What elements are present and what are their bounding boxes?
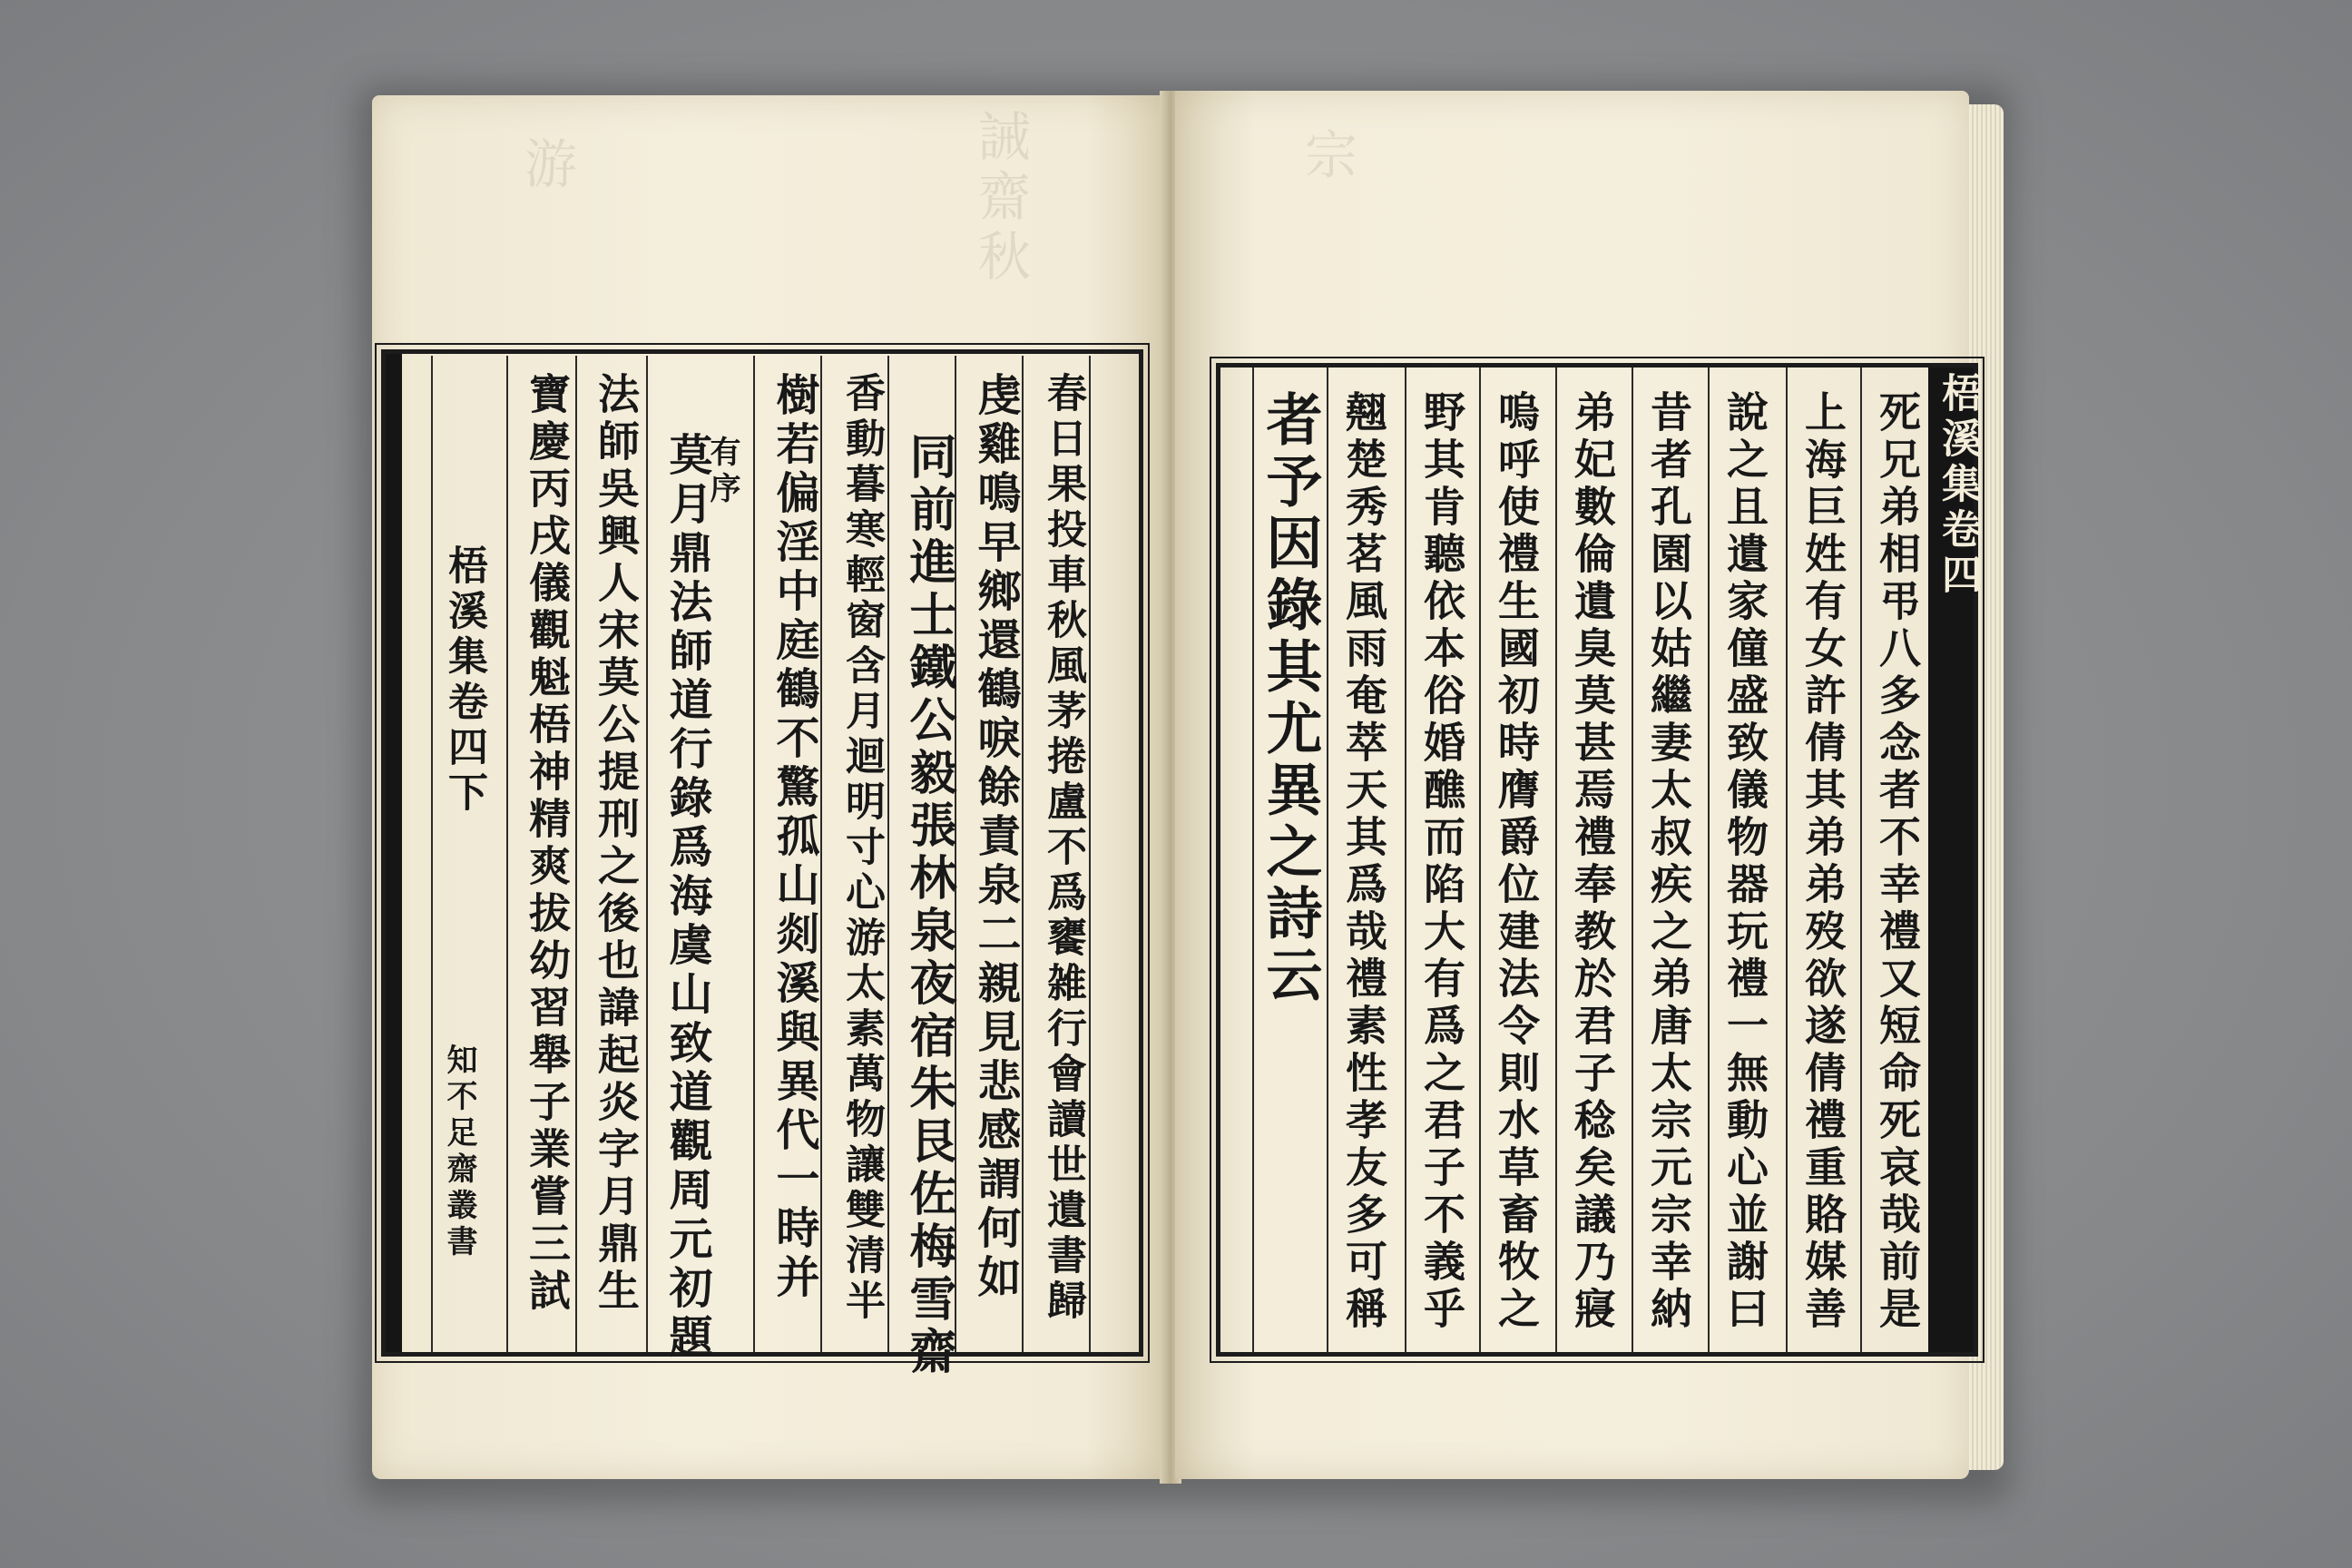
column-rule	[1479, 368, 1481, 1352]
column-rule	[1405, 368, 1406, 1352]
text-column-note: 有序	[704, 436, 740, 508]
left-thick-border	[386, 354, 402, 1352]
text-column-5: 樹若偏淫中庭鶴不驚孤山剡溪與異代一時并	[769, 372, 819, 1303]
text-column-r1: 死兄弟相弔八多念者不幸禮又短命死哀哉前是	[1873, 390, 1922, 1334]
right-header: 梧溪集卷四	[1935, 372, 1981, 599]
bleed-through-text: 誡齋秋	[969, 109, 1031, 289]
text-column-r8: 翹楚秀茗風雨奄萃天其爲哉禮素性孝友多可稱	[1339, 390, 1388, 1334]
gutter-title: 梧溪集卷四下	[441, 544, 487, 817]
text-column-r9: 者予因錄其尤異之詩云	[1257, 390, 1323, 1007]
column-rule	[646, 356, 648, 1352]
column-rule	[1632, 368, 1633, 1352]
text-column-6: 莫月鼎法師道行錄爲海虞山致道觀周元初題	[662, 432, 712, 1363]
text-column-1: 春日果投車秋風茅捲盧不爲饔雑行會讀世遺書歸	[1040, 372, 1086, 1325]
text-column-8: 寶慶丙戌儀觀魁梧神精爽拔幼習舉子業嘗三試	[523, 372, 572, 1316]
column-rule	[753, 356, 755, 1352]
column-rule	[1555, 368, 1557, 1352]
text-column-r6: 嗚呼使禮生國初時膺爵位建法令則水草畜牧之	[1492, 390, 1541, 1334]
column-rule	[1327, 368, 1328, 1352]
column-rule	[1252, 368, 1254, 1352]
text-column-7: 法師吳興人宋莫公提刑之後也諱起炎字月鼎生	[592, 372, 641, 1316]
text-column-r4: 昔者孔園以姑繼妻太叔疾之弟唐太宗元宗幸納	[1644, 390, 1693, 1334]
text-column-r7: 野其肯聽依本俗婚醮而陷大有爲之君子不義乎	[1417, 390, 1466, 1334]
column-rule	[1860, 368, 1862, 1352]
column-rule	[506, 356, 508, 1352]
bleed-through-text: 宗	[1296, 127, 1357, 187]
text-column-3: 同前進士鐵公毅張林泉夜宿朱艮佐梅雪齋	[901, 432, 956, 1379]
text-column-2: 虔雞鳴早鄉還鶴唳餘責泉二親見悲感謂何如	[970, 372, 1021, 1303]
column-rule	[1708, 368, 1710, 1352]
column-rule	[431, 356, 433, 1352]
text-column-r5: 弟妃數倫遺臭莫甚焉禮奉教於君子稔矣議乃寢	[1568, 390, 1617, 1334]
column-rule	[1786, 368, 1788, 1352]
bleed-through-text: 游	[515, 136, 577, 196]
publisher-mark: 知不足齋叢書	[441, 1044, 477, 1261]
left-text-frame	[381, 349, 1143, 1357]
text-column-4: 香動暮寒輕窗含月迴明寸心游太素萬物讓雙清半	[838, 372, 885, 1325]
text-column-r3: 說之且遺家僮盛致儀物器玩禮一無動心並謝曰	[1720, 390, 1769, 1334]
text-column-r2: 上海巨姓有女許倩其弟弟歿欲遂倩禮重賂媒善	[1798, 390, 1847, 1334]
